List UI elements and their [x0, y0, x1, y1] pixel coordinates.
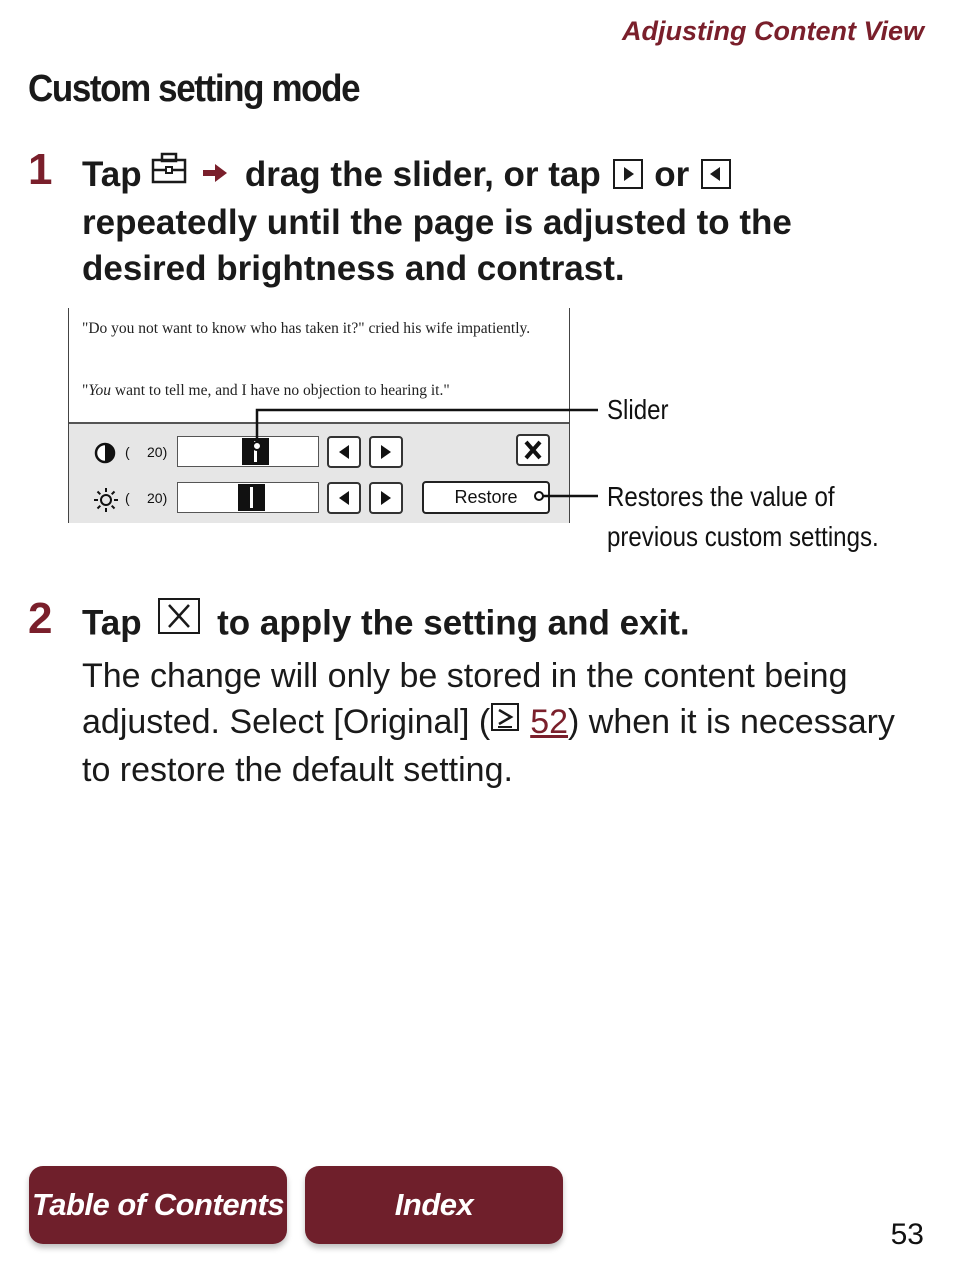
close-x-icon: [157, 597, 201, 647]
step-1-tap-text: Tap: [82, 155, 142, 194]
step-2-body: The change will only be stored in the content being adjusted. Select [Original] ( 52) when it is necessary to restore the default setting.: [82, 657, 895, 790]
contrast-paren: (: [125, 444, 130, 460]
reference-arrow-icon: [490, 698, 520, 744]
brightness-value: 20): [147, 490, 168, 506]
restore-button[interactable]: Restore: [422, 481, 550, 514]
step-2-rest-text: to apply the setting and exit.: [217, 603, 690, 643]
step-1-line-2: repeatedly until the page is adjusted to the: [82, 202, 792, 242]
step-2-heading: [82, 600, 690, 650]
step-1-line-3: desired brightness and contrast.: [82, 248, 625, 288]
reader-italic-word: You: [88, 382, 112, 399]
callout-restore: Restores the value of previous custom settings.: [607, 481, 879, 552]
page-reference-link[interactable]: 52: [530, 703, 569, 741]
table-of-contents-button[interactable]: Table of Contents: [29, 1166, 287, 1244]
contrast-value: 20): [147, 444, 168, 460]
reader-paragraph-2: "You want to tell me, and I have no objection to hearing it.": [82, 382, 450, 399]
step-2-number: 2: [28, 594, 53, 643]
step-2-tap-text: Tap: [82, 603, 142, 643]
step-1-drag-text: drag the slider, or tap: [244, 155, 601, 194]
step-1-number: 1: [28, 145, 53, 194]
page-title: Custom setting mode: [28, 68, 360, 110]
step-1-or-text: or: [654, 155, 690, 194]
callout-slider: Slider: [607, 394, 669, 425]
index-button[interactable]: Index: [305, 1166, 563, 1244]
reader-paragraph-1: "Do you not want to know who has taken it?" cried his wife impatiently.: [82, 320, 531, 337]
page-number: 53: [890, 1218, 924, 1251]
callout-lines: [0, 0, 954, 560]
header-section-link[interactable]: Adjusting Content View: [622, 16, 924, 46]
brightness-paren: (: [125, 490, 130, 506]
